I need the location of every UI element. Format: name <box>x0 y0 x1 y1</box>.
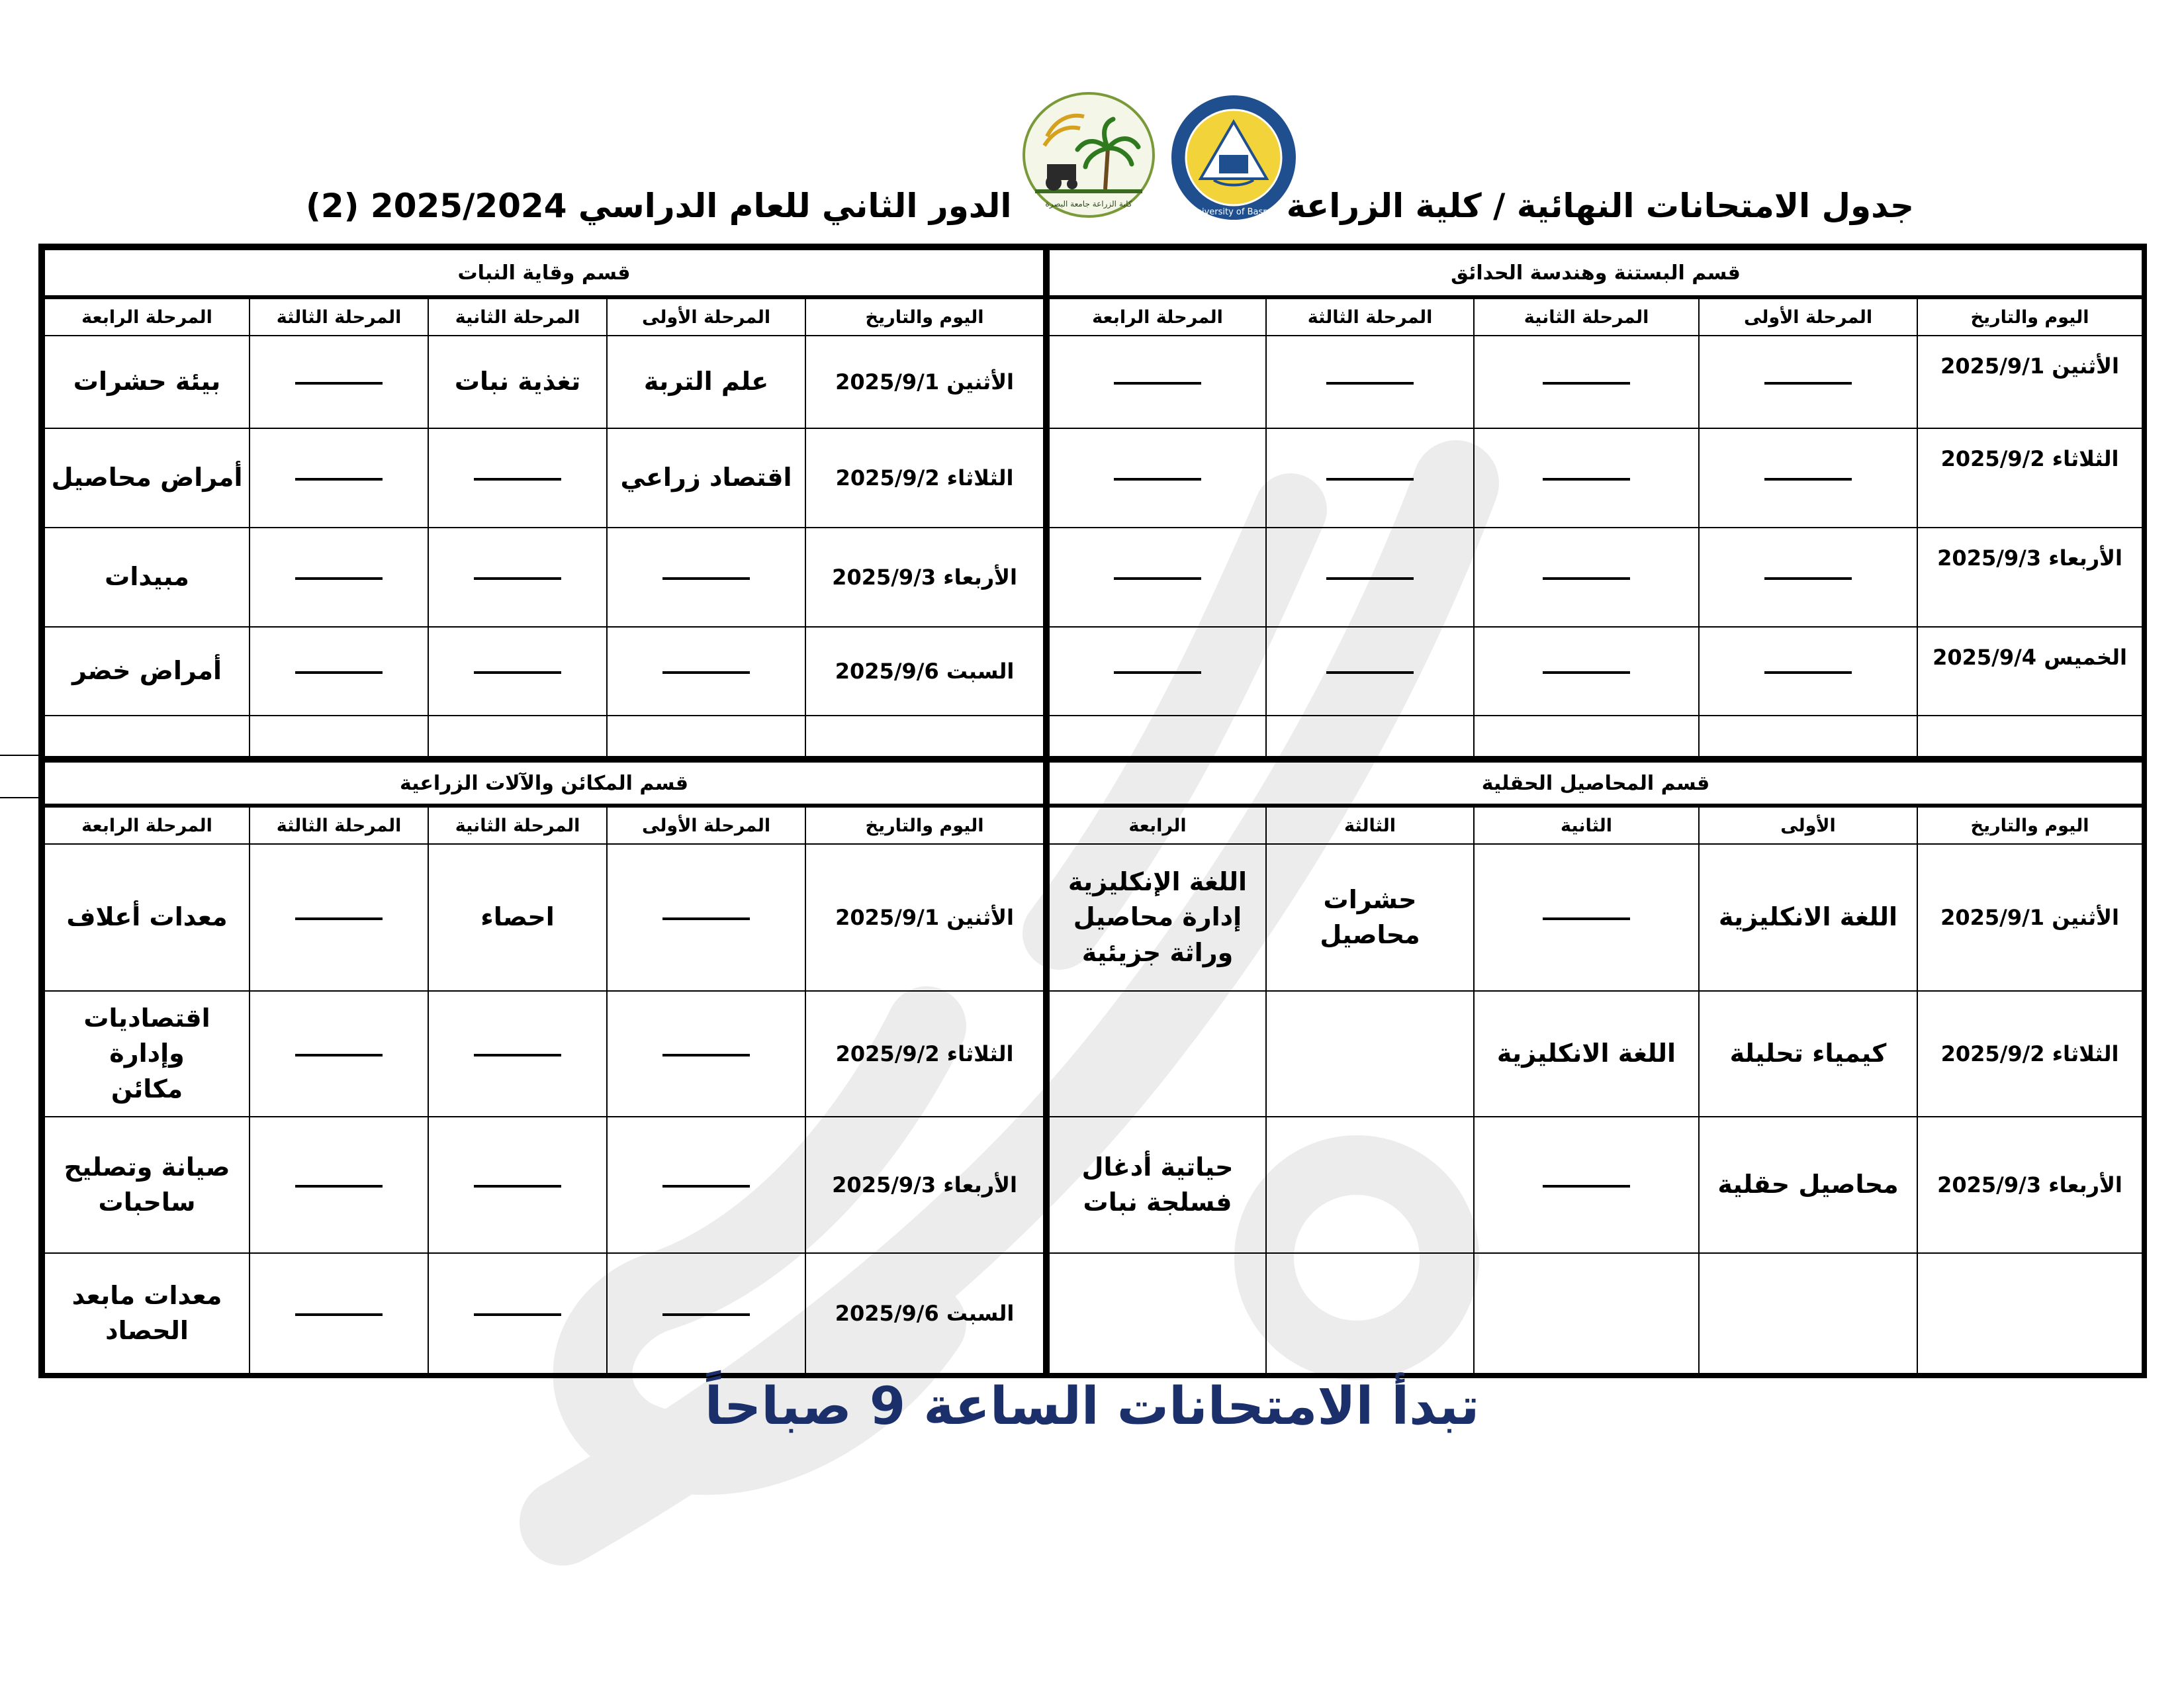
empty-cell <box>1266 716 1474 757</box>
empty-cell <box>1266 1253 1474 1374</box>
no-exam-dash <box>1543 382 1630 385</box>
table-row <box>44 991 1044 1117</box>
university-logo-text: University of Basrah <box>1190 207 1277 217</box>
no-exam-dash <box>295 382 383 385</box>
table-row <box>1049 716 2142 757</box>
exam-cell: أمراض خضر <box>44 627 250 716</box>
no-exam-dash <box>1114 577 1201 580</box>
table-horticulture <box>1048 249 2143 757</box>
page-title: جدول الامتحانات النهائية / كلية الزراعة <box>1286 187 1914 225</box>
table-row <box>1049 1253 2142 1374</box>
table-row <box>44 627 1044 716</box>
day-date-cell: السبت 2025/9/6 <box>805 1253 1044 1374</box>
exam-cell: علم التربة <box>607 336 805 428</box>
table-row <box>44 428 1044 528</box>
no-exam-dash <box>474 1054 561 1056</box>
day-date-cell: الأربعاء 2025/9/3 <box>1917 1117 2142 1253</box>
day-date-cell: الخميس 2025/9/4 <box>1917 627 2142 716</box>
no-exam-dash <box>1326 577 1414 580</box>
exam-cell <box>1049 428 1266 528</box>
exam-cell <box>250 1117 428 1253</box>
exam-cell <box>607 991 805 1117</box>
empty-cell <box>428 716 607 757</box>
table-row <box>1049 844 2142 991</box>
exam-cell <box>1049 627 1266 716</box>
empty-cell <box>1917 1253 2142 1374</box>
empty-cell <box>805 716 1044 757</box>
exam-cell <box>428 991 607 1117</box>
no-exam-dash <box>474 577 561 580</box>
empty-cell <box>250 716 428 757</box>
column-header: اليوم والتاريخ <box>1917 806 2142 844</box>
column-header: المرحلة الرابعة <box>44 806 250 844</box>
exam-cell <box>1049 336 1266 428</box>
table-field-crops <box>1048 761 2143 1374</box>
exam-cell <box>607 844 805 991</box>
exam-cell <box>607 528 805 627</box>
exam-cell <box>250 528 428 627</box>
exam-cell: اللغة الانكليزية <box>1699 844 1917 991</box>
day-date-cell: الأثنين 2025/9/1 <box>805 336 1044 428</box>
no-exam-dash <box>1543 671 1630 674</box>
column-header: اليوم والتاريخ <box>1917 297 2142 336</box>
exam-cell <box>1474 336 1699 428</box>
day-date-cell: الأربعاء 2025/9/3 <box>805 1117 1044 1253</box>
column-header: المرحلة الثالثة <box>1266 297 1474 336</box>
table-row <box>44 336 1044 428</box>
exam-cell <box>250 627 428 716</box>
no-exam-dash <box>295 671 383 674</box>
no-exam-dash <box>662 671 750 674</box>
exam-cell <box>607 1253 805 1374</box>
empty-cell <box>607 716 805 757</box>
no-exam-dash <box>1764 478 1852 481</box>
exam-cell <box>1474 1117 1699 1253</box>
day-date-cell: الثلاثاء 2025/9/2 <box>1917 428 2142 528</box>
department-title: قسم البستنة وهندسة الحدائق <box>1049 250 2142 297</box>
exam-cell: تغذية نبات <box>428 336 607 428</box>
department-title: قسم وقاية النبات <box>44 250 1044 297</box>
no-exam-dash <box>474 671 561 674</box>
no-exam-dash <box>1114 671 1201 674</box>
column-header: المرحلة الأولى <box>1699 297 1917 336</box>
margin-line <box>0 797 38 798</box>
empty-cell <box>1474 716 1699 757</box>
exam-cell: أمراض محاصيل <box>44 428 250 528</box>
exam-cell <box>1699 428 1917 528</box>
no-exam-dash <box>474 478 561 481</box>
no-exam-dash <box>662 917 750 920</box>
day-date-cell: الثلاثاء 2025/9/2 <box>1917 991 2142 1117</box>
college-logo-text: كلية الزراعة جامعة البصرة <box>1045 199 1132 209</box>
exam-cell: اللغة الإنكليزية إدارة محاصيل وراثة جزيئية <box>1049 844 1266 991</box>
exam-round-subtitle: الدور الثاني للعام الدراسي 2025/2024 (2) <box>306 187 1012 225</box>
exam-cell <box>250 991 428 1117</box>
exam-cell <box>250 336 428 428</box>
margin-line <box>0 755 38 756</box>
table-row <box>1049 336 2142 428</box>
column-header: المرحلة الثالثة <box>250 806 428 844</box>
exam-cell <box>428 428 607 528</box>
exam-start-notice: تبدأ الامتحانات الساعة 9 صباحاً <box>704 1377 1480 1436</box>
no-exam-dash <box>1114 382 1201 385</box>
empty-cell <box>44 716 250 757</box>
exam-cell <box>428 1117 607 1253</box>
no-exam-dash <box>1543 577 1630 580</box>
no-exam-dash <box>295 917 383 920</box>
exam-cell: محاصيل حقلية <box>1699 1117 1917 1253</box>
no-exam-dash <box>662 1054 750 1056</box>
exam-cell <box>428 627 607 716</box>
university-of-basrah-logo <box>1167 94 1300 221</box>
no-exam-dash <box>1326 478 1414 481</box>
no-exam-dash <box>1543 1185 1630 1188</box>
table-row <box>1049 991 2142 1117</box>
exam-cell: اقتصاديات وإدارة مكائن <box>44 991 250 1117</box>
no-exam-dash <box>295 577 383 580</box>
day-date-cell: السبت 2025/9/6 <box>805 627 1044 716</box>
column-header: المرحلة الأولى <box>607 806 805 844</box>
empty-cell <box>1699 716 1917 757</box>
exam-cell <box>1699 627 1917 716</box>
no-exam-dash <box>474 1313 561 1316</box>
column-header: الرابعة <box>1049 806 1266 844</box>
no-exam-dash <box>1114 478 1201 481</box>
exam-cell: احصاء <box>428 844 607 991</box>
day-date-cell: الأربعاء 2025/9/3 <box>1917 528 2142 627</box>
exam-cell <box>1266 627 1474 716</box>
exam-cell <box>1266 428 1474 528</box>
exam-cell <box>1266 528 1474 627</box>
table-horizontal-divider <box>38 756 2147 761</box>
table-machinery <box>44 761 1044 1374</box>
empty-cell <box>1049 991 1266 1117</box>
department-title: قسم المكائن والآلات الزراعية <box>44 762 1044 806</box>
no-exam-dash <box>474 1185 561 1188</box>
exam-cell <box>428 1253 607 1374</box>
table-row <box>1049 428 2142 528</box>
empty-cell <box>1917 716 2142 757</box>
table-row <box>1049 528 2142 627</box>
column-header: المرحلة الثانية <box>1474 297 1699 336</box>
exam-cell <box>1699 528 1917 627</box>
day-date-cell: الأربعاء 2025/9/3 <box>805 528 1044 627</box>
day-date-cell: الأثنين 2025/9/1 <box>1917 844 2142 991</box>
exam-cell <box>1474 627 1699 716</box>
column-header: المرحلة الرابعة <box>44 297 250 336</box>
exam-cell <box>250 1253 428 1374</box>
no-exam-dash <box>295 1054 383 1056</box>
no-exam-dash <box>1764 577 1852 580</box>
day-date-cell: الأثنين 2025/9/1 <box>1917 336 2142 428</box>
exam-cell: حشرات محاصيل <box>1266 844 1474 991</box>
column-header: المرحلة الأولى <box>607 297 805 336</box>
day-date-cell: الثلاثاء 2025/9/2 <box>805 991 1044 1117</box>
table-row <box>44 716 1044 757</box>
exam-cell: معدات أعلاف <box>44 844 250 991</box>
empty-cell <box>1474 1253 1699 1374</box>
table-row <box>1049 627 2142 716</box>
exam-cell: صيانة وتصليح ساحبات <box>44 1117 250 1253</box>
no-exam-dash <box>1764 671 1852 674</box>
exam-cell <box>250 428 428 528</box>
no-exam-dash <box>1326 382 1414 385</box>
exam-cell <box>1049 528 1266 627</box>
exam-cell <box>1699 336 1917 428</box>
empty-cell <box>1266 991 1474 1117</box>
exam-cell: اقتصاد زراعي <box>607 428 805 528</box>
empty-cell <box>1049 716 1266 757</box>
column-header: اليوم والتاريخ <box>805 297 1044 336</box>
day-date-cell: الأثنين 2025/9/1 <box>805 844 1044 991</box>
no-exam-dash <box>295 478 383 481</box>
empty-cell <box>1266 1117 1474 1253</box>
exam-cell <box>1474 428 1699 528</box>
column-header: المرحلة الثالثة <box>250 297 428 336</box>
table-plant-protection <box>44 249 1044 757</box>
no-exam-dash <box>1326 671 1414 674</box>
exam-cell: حياتية أدغال فسلجة نبات <box>1049 1117 1266 1253</box>
column-header: اليوم والتاريخ <box>805 806 1044 844</box>
column-header: المرحلة الثانية <box>428 297 607 336</box>
no-exam-dash <box>662 1313 750 1316</box>
empty-cell <box>1049 1253 1266 1374</box>
no-exam-dash <box>1543 917 1630 920</box>
exam-cell: بيئة حشرات <box>44 336 250 428</box>
column-header: الأولى <box>1699 806 1917 844</box>
table-row <box>44 1117 1044 1253</box>
exam-cell <box>1266 336 1474 428</box>
department-title: قسم المحاصيل الحقلية <box>1049 762 2142 806</box>
column-header: المرحلة الثانية <box>428 806 607 844</box>
empty-cell <box>1699 1253 1917 1374</box>
exam-cell: كيمياء تحليلة <box>1699 991 1917 1117</box>
table-row <box>44 844 1044 991</box>
exam-cell <box>607 627 805 716</box>
no-exam-dash <box>1764 382 1852 385</box>
column-header: الثالثة <box>1266 806 1474 844</box>
no-exam-dash <box>662 577 750 580</box>
no-exam-dash <box>662 1185 750 1188</box>
column-header: المرحلة الرابعة <box>1049 297 1266 336</box>
exam-cell: معدات مابعد الحصاد <box>44 1253 250 1374</box>
table-row <box>44 1253 1044 1374</box>
day-date-cell: الثلاثاء 2025/9/2 <box>805 428 1044 528</box>
exam-cell <box>428 528 607 627</box>
table-row <box>44 528 1044 627</box>
exam-cell: اللغة الانكليزية <box>1474 991 1699 1117</box>
college-of-agriculture-logo <box>1021 90 1157 220</box>
exam-cell: مبيدات <box>44 528 250 627</box>
table-row <box>1049 1117 2142 1253</box>
exam-cell <box>607 1117 805 1253</box>
exam-cell <box>250 844 428 991</box>
exam-cell <box>1474 528 1699 627</box>
no-exam-dash <box>295 1313 383 1316</box>
no-exam-dash <box>1543 478 1630 481</box>
exam-cell <box>1474 844 1699 991</box>
no-exam-dash <box>295 1185 383 1188</box>
table-vertical-divider <box>1043 244 1048 1378</box>
column-header: الثانية <box>1474 806 1699 844</box>
